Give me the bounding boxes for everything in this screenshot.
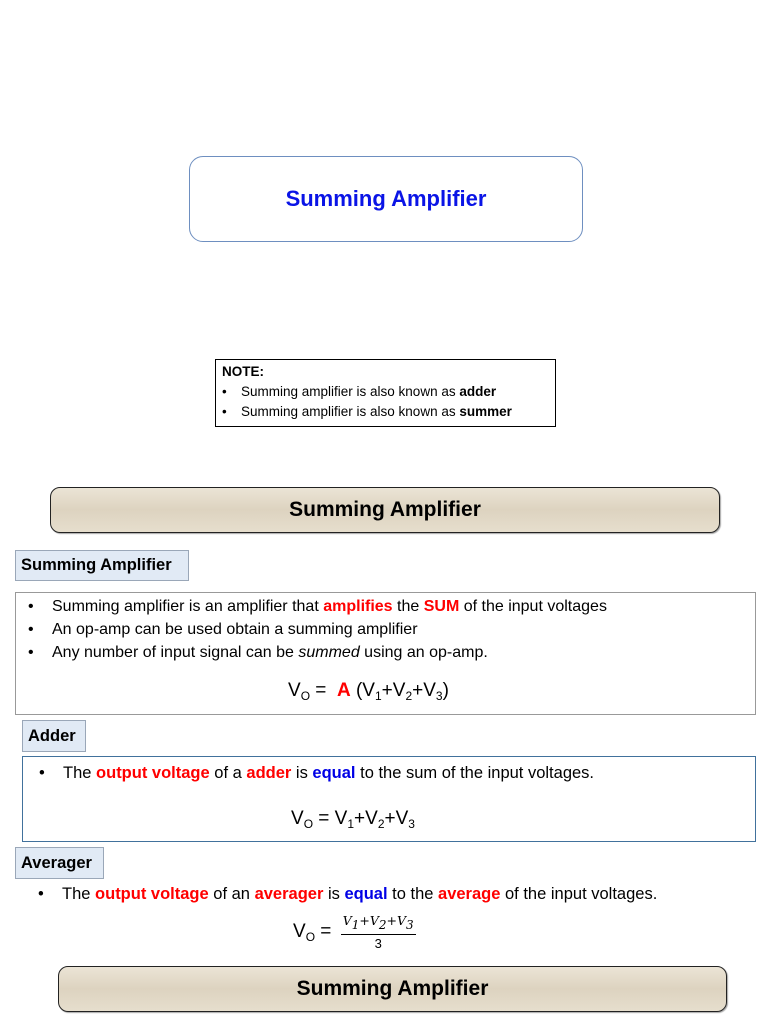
list-item: [28, 618, 743, 641]
highlight-average: average: [438, 885, 501, 903]
adder-formula: [291, 807, 415, 836]
formula-part: V: [288, 680, 301, 701]
text-run: The: [63, 764, 97, 782]
note-item-text: Summing amplifier is also known as: [241, 384, 460, 399]
formula-part: +V: [384, 808, 409, 829]
formula-sub: 1: [347, 817, 355, 831]
formula-part: +V: [412, 680, 436, 701]
formula-part: +V: [354, 808, 378, 829]
summing-description-box: [15, 592, 756, 715]
bullet-icon: •: [39, 764, 45, 782]
section-banner-bottom: [58, 966, 727, 1012]
highlight-adder: adder: [246, 764, 292, 782]
text-run: An op-amp can be used obtain a summing amplifier: [52, 621, 418, 638]
label-adder: [22, 720, 86, 752]
highlight-output-voltage: output voltage: [96, 764, 210, 782]
label-text: Summing Amplifier: [21, 556, 172, 574]
formula-sub: 3: [408, 817, 415, 831]
formula-part: V: [342, 913, 352, 928]
formula-part: +V: [381, 680, 406, 701]
italic-summed: summed: [298, 644, 360, 661]
label-text: Adder: [28, 726, 76, 745]
bullet-icon: •: [28, 598, 34, 615]
formula-part: V: [291, 808, 304, 829]
formula-part: = V: [313, 808, 348, 829]
adder-description-box: [22, 756, 756, 842]
formula-part: +V: [359, 913, 379, 928]
text-run: The: [62, 885, 96, 903]
highlight-equal: equal: [344, 885, 388, 903]
formula-sub: 1: [351, 918, 360, 932]
label-summing-amplifier: [15, 550, 189, 581]
bullet-icon: •: [222, 384, 227, 399]
highlight-equal: equal: [312, 764, 356, 782]
fraction-numerator: [341, 913, 416, 935]
text-run: Any number of input signal can be: [52, 644, 299, 661]
formula-part: =: [315, 921, 337, 942]
banner-title: Summing Amplifier: [296, 977, 489, 1000]
formula-sub: 3: [435, 689, 443, 703]
text-run: of the input voltages: [459, 598, 607, 615]
note-box: [215, 359, 556, 427]
formula-sub: 1: [374, 689, 382, 703]
text-run: is: [291, 764, 313, 782]
formula-sub: 2: [378, 918, 387, 932]
text-run: of a: [209, 764, 247, 782]
list-item: [28, 641, 743, 664]
note-item-emph: summer: [459, 404, 512, 419]
bullet-icon: •: [38, 885, 44, 903]
list-item: [39, 762, 739, 785]
note-item: [222, 382, 549, 402]
note-item-text: Summing amplifier is also known as: [241, 404, 460, 419]
formula-sub: 3: [406, 918, 414, 932]
text-run: using an op-amp.: [359, 644, 488, 661]
list-item: [28, 595, 743, 618]
formula-part: ): [442, 680, 449, 701]
highlight-sum: SUM: [423, 598, 460, 615]
bullet-icon: •: [28, 621, 34, 638]
formula-part: +V: [386, 913, 407, 928]
note-heading: NOTE:: [222, 364, 264, 379]
text-run: Summing amplifier is an amplifier that: [52, 598, 324, 615]
text-run: is: [323, 885, 345, 903]
fraction: [341, 913, 416, 952]
title-card: [189, 156, 583, 242]
title-text: Summing Amplifier: [285, 186, 487, 211]
text-run: of the input voltages.: [500, 885, 658, 903]
formula-sub: 2: [377, 817, 385, 831]
text-run: of an: [208, 885, 255, 903]
formula-sub: O: [305, 930, 316, 944]
note-item-emph: adder: [459, 384, 497, 399]
text-run: to the: [387, 885, 439, 903]
note-item: [222, 402, 549, 422]
summing-formula: [288, 679, 449, 708]
formula-part: (V: [350, 680, 375, 701]
highlight-output-voltage: output voltage: [95, 885, 209, 903]
banner-title: Summing Amplifier: [289, 498, 481, 521]
list-item: [38, 882, 758, 906]
section-banner-top: [50, 487, 720, 533]
text-run: to the sum of the input voltages.: [355, 764, 595, 782]
fraction-denominator: 3: [374, 936, 382, 951]
averager-formula: [293, 913, 416, 952]
bullet-icon: •: [222, 404, 227, 419]
highlight-averager: averager: [254, 885, 324, 903]
text-run: the: [392, 598, 424, 615]
formula-sub: O: [300, 689, 311, 703]
label-averager: [15, 847, 104, 879]
formula-part: V: [293, 921, 306, 942]
formula-sub: O: [303, 817, 314, 831]
formula-part: =: [310, 680, 337, 701]
formula-gain: A: [336, 680, 351, 701]
highlight-amplifies: amplifies: [323, 598, 393, 615]
formula-sub: 2: [405, 689, 413, 703]
bullet-icon: •: [28, 644, 34, 661]
label-text: Averager: [21, 853, 92, 872]
averager-description: [38, 882, 758, 906]
